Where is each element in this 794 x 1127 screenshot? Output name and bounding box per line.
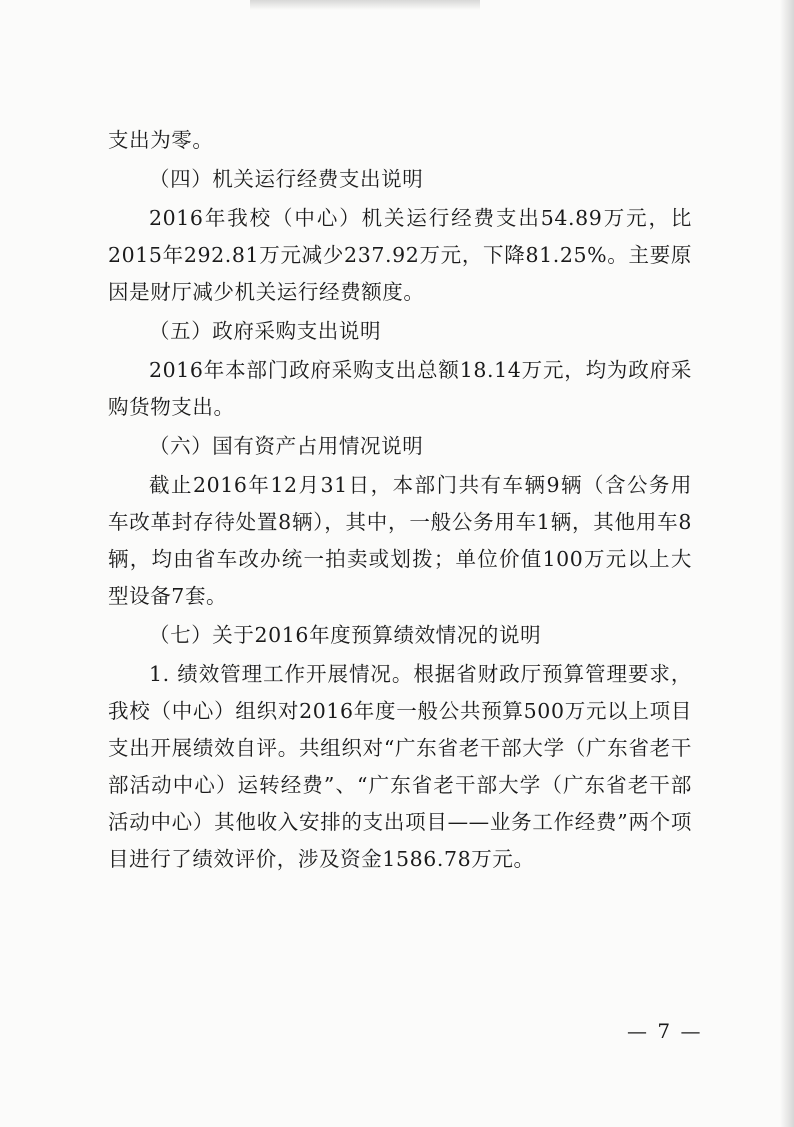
paragraph-continuation: 支出为零。 <box>108 128 214 152</box>
paragraph-performance: 1. 绩效管理工作开展情况。根据省财政厅预算管理要求，我校（中心）组织对2016年度一般公共预算500万元以上项目支出开展绩效自评。共组织对“广东省老干部大学（广东省老干部活动中心）运转经费”、“广东省老干部大学（广东省老干部活动中心）其他收入安排的支出项目——业务工作经费”两个项目进行了绩效评价，涉及资金1586.78万元。 <box>108 662 692 871</box>
section-heading-5: （五）政府采购支出说明 <box>149 319 382 343</box>
paragraph-procurement: 2016年本部门政府采购支出总额18.14万元，均为政府采购货物支出。 <box>108 358 692 419</box>
paragraph-assets: 截止2016年12月31日，本部门共有车辆9辆（含公务用车改革封存待处置8辆），其中，一般公务用车1辆，其他用车8辆，均由省车改办统一拍卖或划拨；单位价值100万元以上大型设备7套。 <box>108 473 692 608</box>
page-number: — 7 — <box>627 1019 703 1043</box>
section-heading-4: （四）机关运行经费支出说明 <box>149 167 424 191</box>
scan-shadow-top <box>250 0 480 10</box>
scan-shadow-right <box>780 0 794 1127</box>
paragraph-operating-expenses: 2016年我校（中心）机关运行经费支出54.89万元，比2015年292.81万元减少237.92万元，下降81.25%。主要原因是财厅减少机关运行经费额度。 <box>108 206 692 304</box>
section-heading-7: （七）关于2016年度预算绩效情况的说明 <box>149 623 542 647</box>
document-page <box>108 122 692 878</box>
section-heading-6: （六）国有资产占用情况说明 <box>149 434 424 458</box>
